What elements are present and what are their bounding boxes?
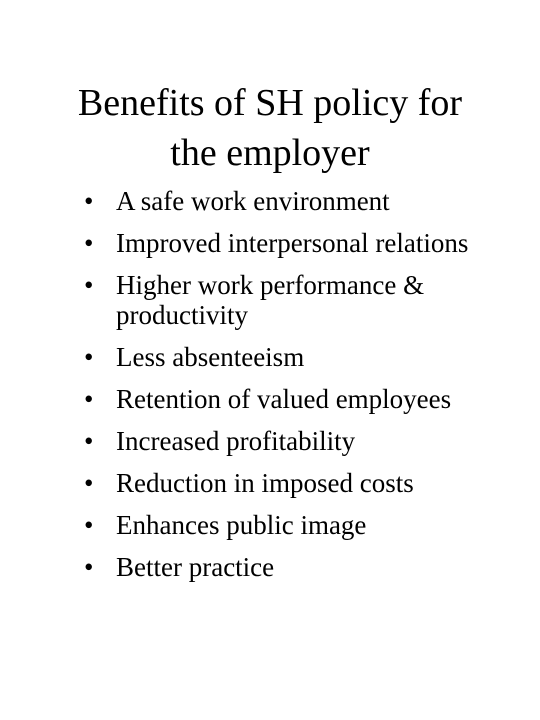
- bullet-text: Enhances public image: [116, 510, 367, 540]
- bullet-item: [84, 510, 534, 540]
- bullet-icon: •: [84, 426, 94, 456]
- bullet-text: Improved interpersonal relations: [116, 228, 469, 258]
- bullet-text: Increased profitability: [116, 426, 356, 456]
- bullet-icon: •: [84, 228, 94, 258]
- bullet-text: Reduction in imposed costs: [116, 468, 414, 498]
- bullet-item: [84, 552, 534, 582]
- bullet-item: [84, 342, 534, 372]
- title-line: the employer: [170, 132, 370, 174]
- bullet-icon: •: [84, 552, 94, 582]
- title-line: Benefits of SH policy for: [77, 82, 463, 124]
- bullet-text: A safe work environment: [116, 186, 390, 216]
- bullet-icon: •: [84, 186, 94, 216]
- bullet-icon: •: [84, 270, 94, 300]
- bullet-icon: •: [84, 510, 94, 540]
- bullet-icon: •: [84, 384, 94, 414]
- bullet-item: [84, 384, 534, 414]
- bullet-item: [84, 228, 534, 258]
- bullet-text: Retention of valued employees: [116, 384, 452, 414]
- bullet-list: [84, 186, 534, 594]
- bullet-item: [84, 426, 534, 456]
- bullet-item: [84, 270, 534, 330]
- bullet-text: Higher work performance & productivity: [116, 270, 425, 330]
- bullet-item: [84, 186, 534, 216]
- bullet-icon: •: [84, 342, 94, 372]
- bullet-icon: •: [84, 468, 94, 498]
- bullet-text: Less absenteeism: [116, 342, 305, 372]
- slide-title: [20, 78, 520, 178]
- bullet-text: Better practice: [116, 552, 275, 582]
- bullet-item: [84, 468, 534, 498]
